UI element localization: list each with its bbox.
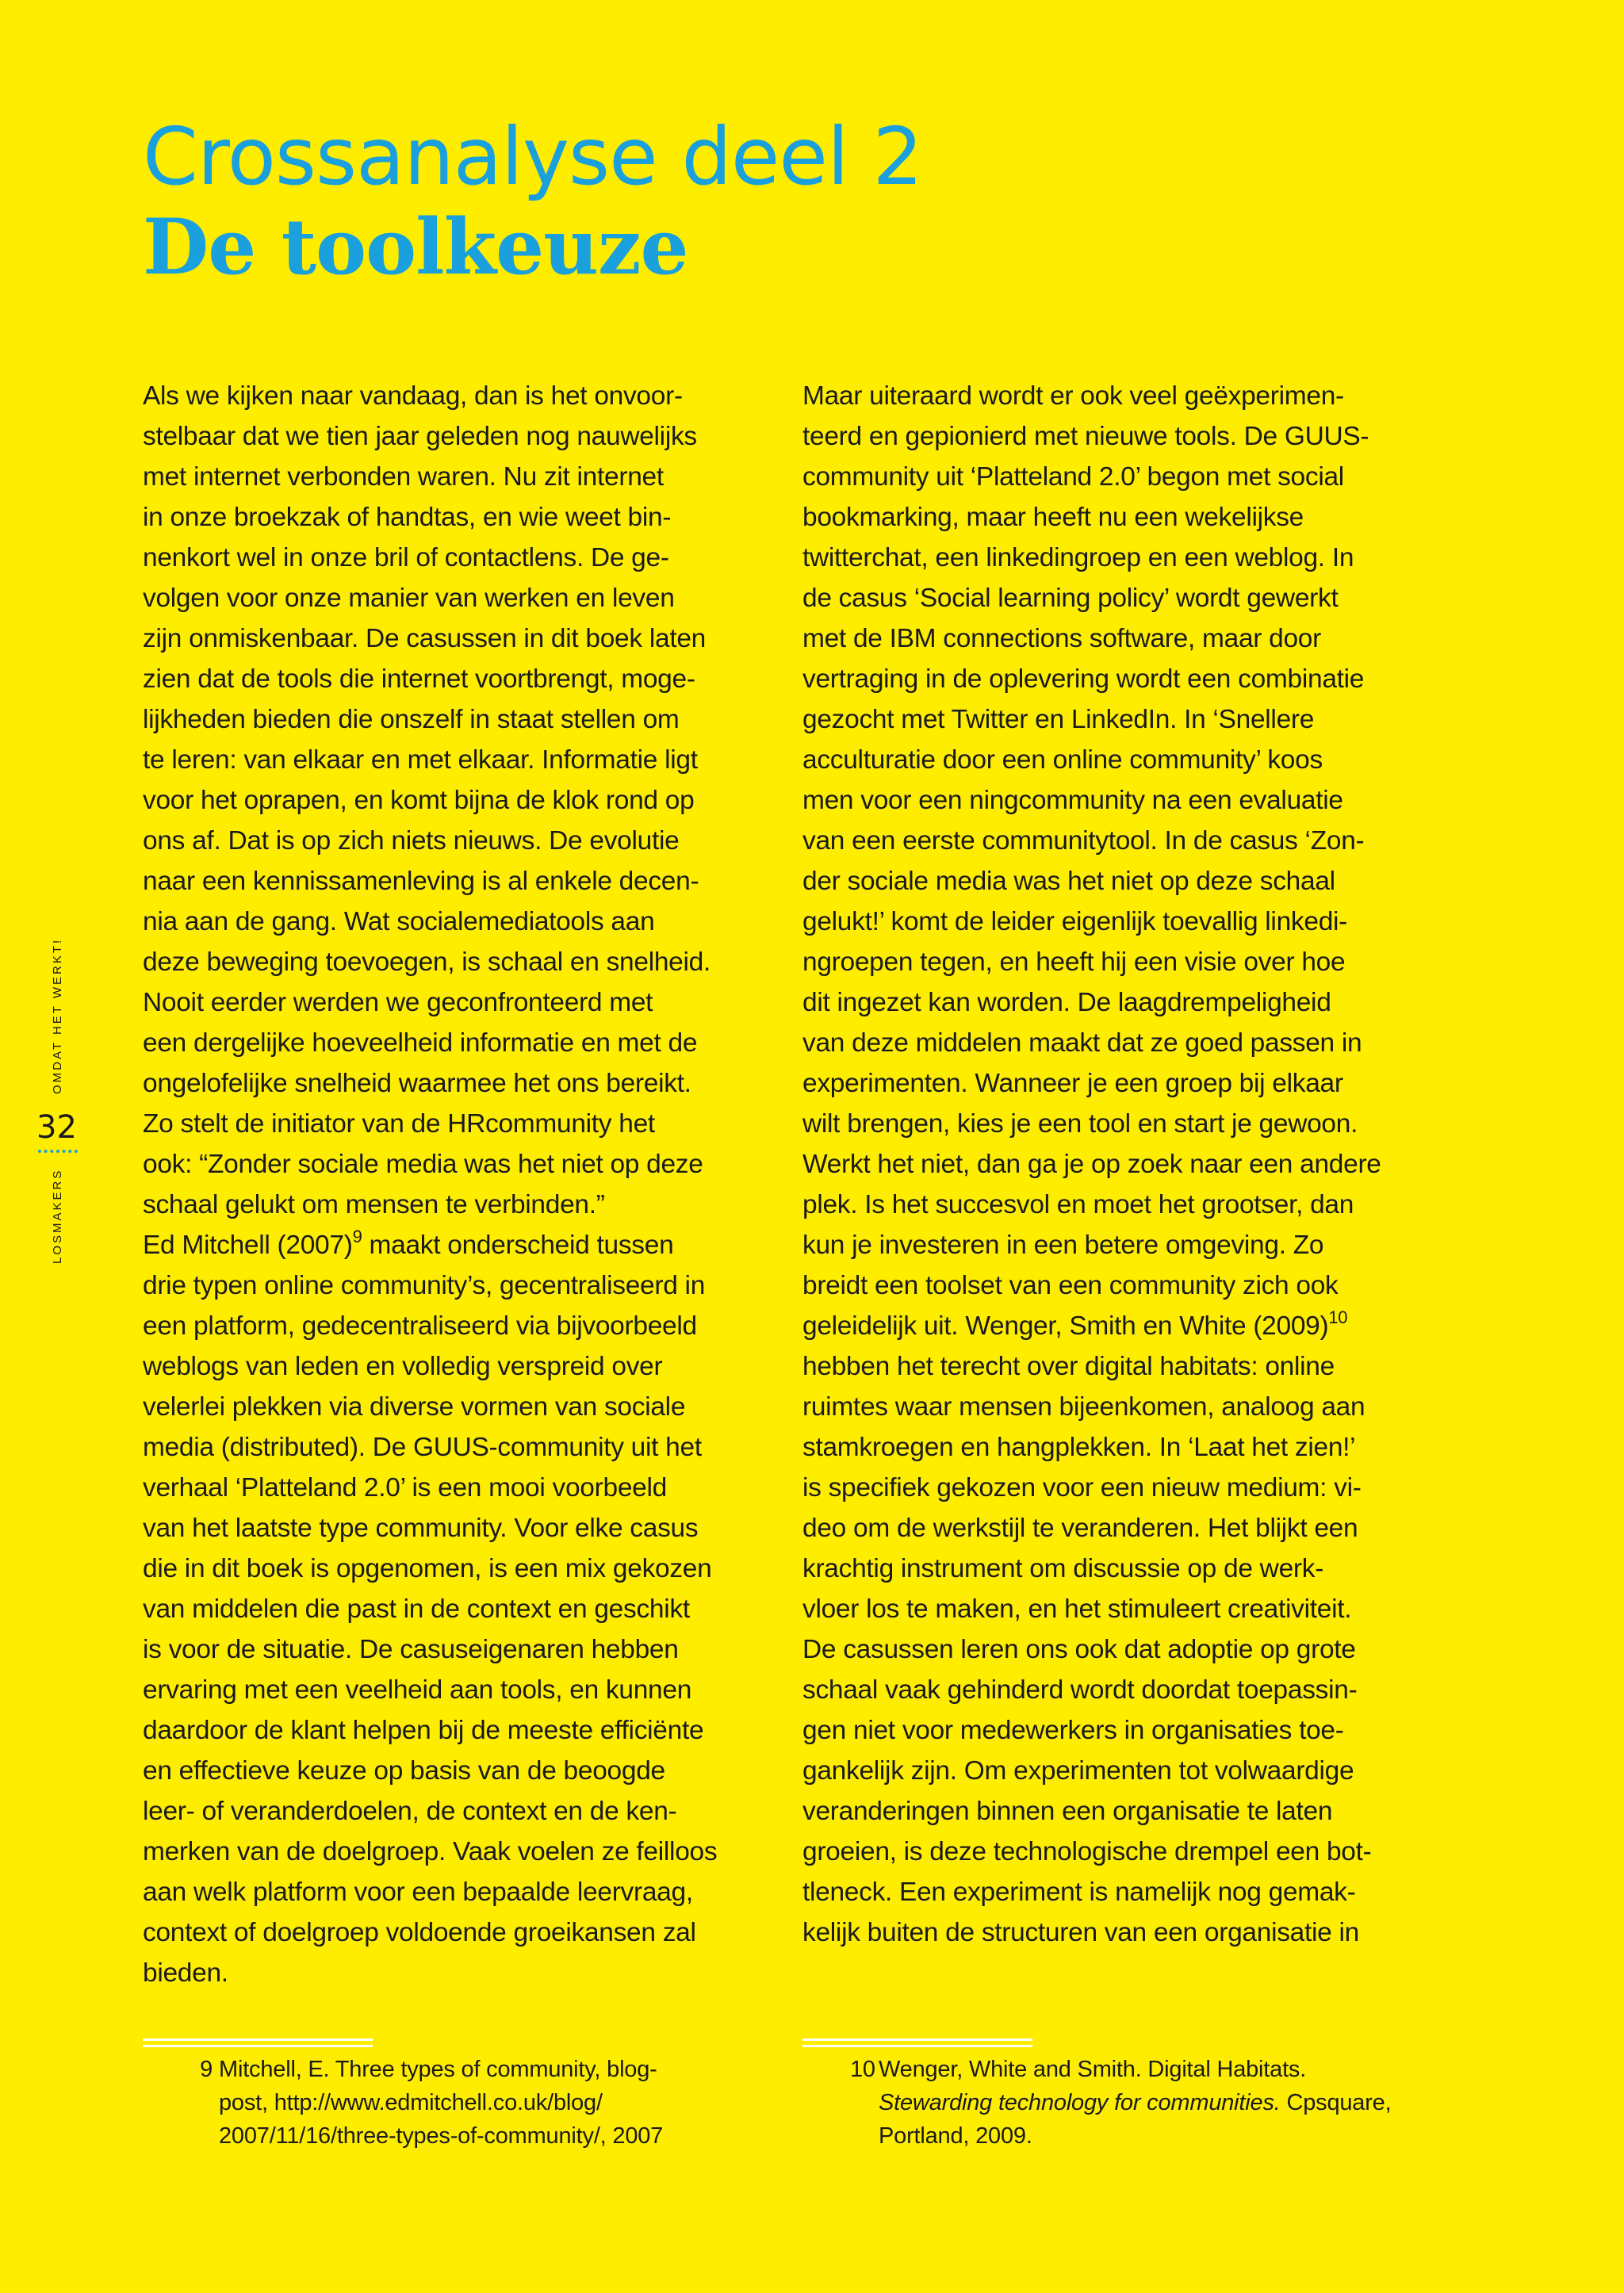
body-line: tleneck. Een experiment is namelijk nog gemak- bbox=[802, 1878, 1356, 1907]
body-line: gankelijk zijn. Om experimenten tot volwaardige bbox=[802, 1756, 1354, 1786]
body-line: een platform, gedecentraliseerd via bijvoorbeeld bbox=[143, 1311, 697, 1341]
ref-text: Ed Mitchell (2007) bbox=[143, 1231, 353, 1260]
left-column bbox=[143, 376, 761, 1993]
footnote-10 bbox=[850, 2053, 1453, 2153]
body-line: en effectieve keuze op basis van de beoogde bbox=[143, 1756, 665, 1786]
footnote-text: Mitchell, E. Three types of community, blog- bbox=[219, 2057, 657, 2082]
footnote-text: 2007/11/16/three-types-of-community/, 2007 bbox=[219, 2123, 664, 2149]
page-number-dots bbox=[38, 1150, 78, 1153]
body-line: stelbaar dat we tien jaar geleden nog nauwelijks bbox=[143, 422, 697, 451]
body-line: aan welk platform voor een bepaalde leervraag, bbox=[143, 1878, 693, 1907]
body-line: is specifiek gekozen voor een nieuw medium: vi- bbox=[802, 1473, 1362, 1503]
body-line: Werkt het niet, dan ga je op zoek naar een andere bbox=[802, 1150, 1381, 1179]
body-line: plek. Is het succesvol en moet het grootser, dan bbox=[802, 1190, 1354, 1219]
body-line: kelijk buiten de structuren van een organisatie in bbox=[802, 1918, 1359, 1947]
body-line: bookmarking, maar heeft nu een wekelijkse bbox=[802, 503, 1304, 532]
body-line: gen niet voor medewerkers in organisaties toe- bbox=[802, 1716, 1344, 1745]
body-line: voor het oprapen, en komt bijna de klok rond op bbox=[143, 786, 695, 815]
footnote-text: Portland, 2009. bbox=[879, 2123, 1032, 2149]
body-line: nia aan de gang. Wat socialemediatools aan bbox=[143, 907, 655, 936]
footnote-italic-title: Stewarding technology for communities. bbox=[879, 2090, 1281, 2115]
body-line: hebben het terecht over digital habitats: online bbox=[802, 1352, 1335, 1381]
footnote-divider bbox=[802, 2038, 1032, 2047]
body-line: ngroepen tegen, en heeft hij een visie over hoe bbox=[802, 947, 1346, 977]
body-line: ons af. Dat is op zich niets nieuws. De evolutie bbox=[143, 826, 680, 856]
body-line: merken van de doelgroep. Vaak voelen ze feilloos bbox=[143, 1837, 718, 1866]
body-line: acculturatie door een online community’ koos bbox=[802, 745, 1323, 775]
body-line: vertraging in de oplevering wordt een combinatie bbox=[802, 664, 1365, 694]
body-line: van het laatste type community. Voor elke casus bbox=[143, 1514, 699, 1543]
body-line: deze beweging toevoegen, is schaal en snelheid. bbox=[143, 947, 710, 977]
body-line: ruimtes waar mensen bijeenkomen, analoog aan bbox=[802, 1392, 1365, 1422]
body-line: Nooit eerder werden we geconfronteerd met bbox=[143, 988, 653, 1017]
footnote-text: Cpsquare, bbox=[1280, 2090, 1392, 2115]
body-line: ongelofelijke snelheid waarmee het ons bereikt. bbox=[143, 1069, 691, 1098]
body-line: zijn onmiskenbaar. De casussen in dit boek laten bbox=[143, 624, 706, 653]
body-line: veranderingen binnen een organisatie te laten bbox=[802, 1797, 1333, 1826]
body-line: Zo stelt de initiator van de HRcommunity het bbox=[143, 1109, 655, 1139]
body-line: van middelen die past in de context en geschikt bbox=[143, 1594, 690, 1624]
body-line: kun je investeren in een betere omgeving. Zo bbox=[802, 1231, 1324, 1260]
body-line: een dergelijke hoeveelheid informatie en met de bbox=[143, 1028, 698, 1058]
body-line: Als we kijken naar vandaag, dan is het onvoor- bbox=[143, 381, 683, 411]
body-line: schaal gelukt om mensen te verbinden.” bbox=[143, 1190, 605, 1219]
right-column bbox=[802, 376, 1421, 1953]
body-line: de casus ‘Social learning policy’ wordt gewerkt bbox=[802, 584, 1339, 613]
body-line: naar een kennissamenleving is al enkele decen- bbox=[143, 867, 699, 896]
footnote-marker: 9 bbox=[352, 1227, 362, 1246]
body-line: van deze middelen maakt dat ze goed passen in bbox=[802, 1028, 1362, 1058]
ref-text: geleidelijk uit. Wenger, Smith en White (2009) bbox=[802, 1311, 1329, 1341]
body-line: daardoor de klant helpen bij de meeste efficiënte bbox=[143, 1716, 704, 1745]
page-title: Crossanalyse deel 2 bbox=[143, 110, 923, 203]
body-line: twitterchat, een linkedingroep en een weblog. In bbox=[802, 543, 1354, 572]
body-line: drie typen online community’s, gecentraliseerd in bbox=[143, 1271, 706, 1300]
body-line: nenkort wel in onze bril of contactlens. De ge- bbox=[143, 543, 669, 572]
body-line: community uit ‘Platteland 2.0’ begon met social bbox=[802, 462, 1344, 492]
running-book-title: OMDAT HET WERKT! bbox=[51, 937, 64, 1094]
body-line: weblogs van leden en volledig verspreid over bbox=[143, 1352, 663, 1381]
body-line: volgen voor onze manier van werken en leven bbox=[143, 584, 675, 613]
body-line: met de IBM connections software, maar door bbox=[802, 624, 1321, 653]
body-line: lijkheden bieden die onszelf in staat stellen om bbox=[143, 705, 680, 734]
body-line: verhaal ‘Platteland 2.0’ is een mooi voorbeeld bbox=[143, 1473, 667, 1503]
footnote-divider bbox=[143, 2038, 373, 2047]
body-line: van een eerste communitytool. In de casus ‘Zon- bbox=[802, 826, 1365, 856]
body-line: ervaring met een veelheid aan tools, en kunnen bbox=[143, 1675, 692, 1705]
footnote-number: 10 bbox=[850, 2057, 875, 2082]
body-line: die in dit boek is opgenomen, is een mix gekozen bbox=[143, 1554, 712, 1583]
page-subtitle: De toolkeuze bbox=[143, 202, 688, 292]
footnote-9 bbox=[190, 2053, 793, 2153]
body-line: in onze broekzak of handtas, en wie weet bin- bbox=[143, 503, 672, 532]
body-line: is voor de situatie. De casuseigenaren hebben bbox=[143, 1635, 679, 1664]
footnote-marker: 10 bbox=[1328, 1307, 1348, 1327]
body-line: media (distributed). De GUUS-community uit het bbox=[143, 1433, 702, 1462]
footnote-reference-line bbox=[802, 1306, 1421, 1346]
body-line: te leren: van elkaar en met elkaar. Informatie ligt bbox=[143, 745, 698, 775]
body-line: breidt een toolset van een community zich ook bbox=[802, 1271, 1339, 1300]
body-line: De casussen leren ons ook dat adoptie op grote bbox=[802, 1635, 1356, 1664]
body-line: stamkroegen en hangplekken. In ‘Laat het zien!’ bbox=[802, 1433, 1356, 1462]
ref-text: maakt onderscheid tussen bbox=[362, 1231, 674, 1260]
body-line: Maar uiteraard wordt er ook veel geëxperimen- bbox=[802, 381, 1344, 411]
body-line: ook: “Zonder sociale media was het niet op deze bbox=[143, 1150, 703, 1179]
body-line: bieden. bbox=[143, 1958, 228, 1988]
footnote-number: 9 bbox=[200, 2057, 213, 2082]
body-line: dit ingezet kan worden. De laagdrempeligheid bbox=[802, 988, 1331, 1017]
running-book-name: LOSMAKERS bbox=[51, 1168, 64, 1264]
body-line: gelukt!’ komt de leider eigenlijk toevallig linkedi- bbox=[802, 907, 1348, 936]
body-line: teerd en gepionierd met nieuwe tools. De GUUS- bbox=[802, 422, 1369, 451]
footnote-text: post, http://www.edmitchell.co.uk/blog/ bbox=[219, 2090, 603, 2115]
body-line: experimenten. Wanneer je een groep bij elkaar bbox=[802, 1069, 1343, 1098]
body-line: vloer los te maken, en het stimuleert creativiteit. bbox=[802, 1594, 1352, 1624]
body-line: context of doelgroep voldoende groeikansen zal bbox=[143, 1918, 696, 1947]
footnote-text: Wenger, White and Smith. Digital Habitats. bbox=[879, 2057, 1307, 2082]
page-number: 32 bbox=[36, 1109, 77, 1146]
body-line: gezocht met Twitter en LinkedIn. In ‘Snellere bbox=[802, 705, 1315, 734]
body-line: deo om de werkstijl te veranderen. Het blijkt een bbox=[802, 1514, 1358, 1543]
body-line: leer- of veranderdoelen, de context en de ken- bbox=[143, 1797, 677, 1826]
body-line: schaal vaak gehinderd wordt doordat toepassin- bbox=[802, 1675, 1358, 1705]
body-line: zien dat de tools die internet voortbrengt, moge- bbox=[143, 664, 695, 694]
body-line: krachtig instrument om discussie op de werk- bbox=[802, 1554, 1324, 1583]
body-line: met internet verbonden waren. Nu zit internet bbox=[143, 462, 664, 492]
body-line: velerlei plekken via diverse vormen van sociale bbox=[143, 1392, 686, 1422]
body-line: men voor een ningcommunity na een evaluatie bbox=[802, 786, 1343, 815]
body-line: groeien, is deze technologische drempel een bot- bbox=[802, 1837, 1372, 1866]
footnote-reference-line bbox=[143, 1225, 761, 1265]
body-line: der sociale media was het niet op deze schaal bbox=[802, 867, 1335, 896]
body-line: wilt brengen, kies je een tool en start je gewoon. bbox=[802, 1109, 1358, 1139]
